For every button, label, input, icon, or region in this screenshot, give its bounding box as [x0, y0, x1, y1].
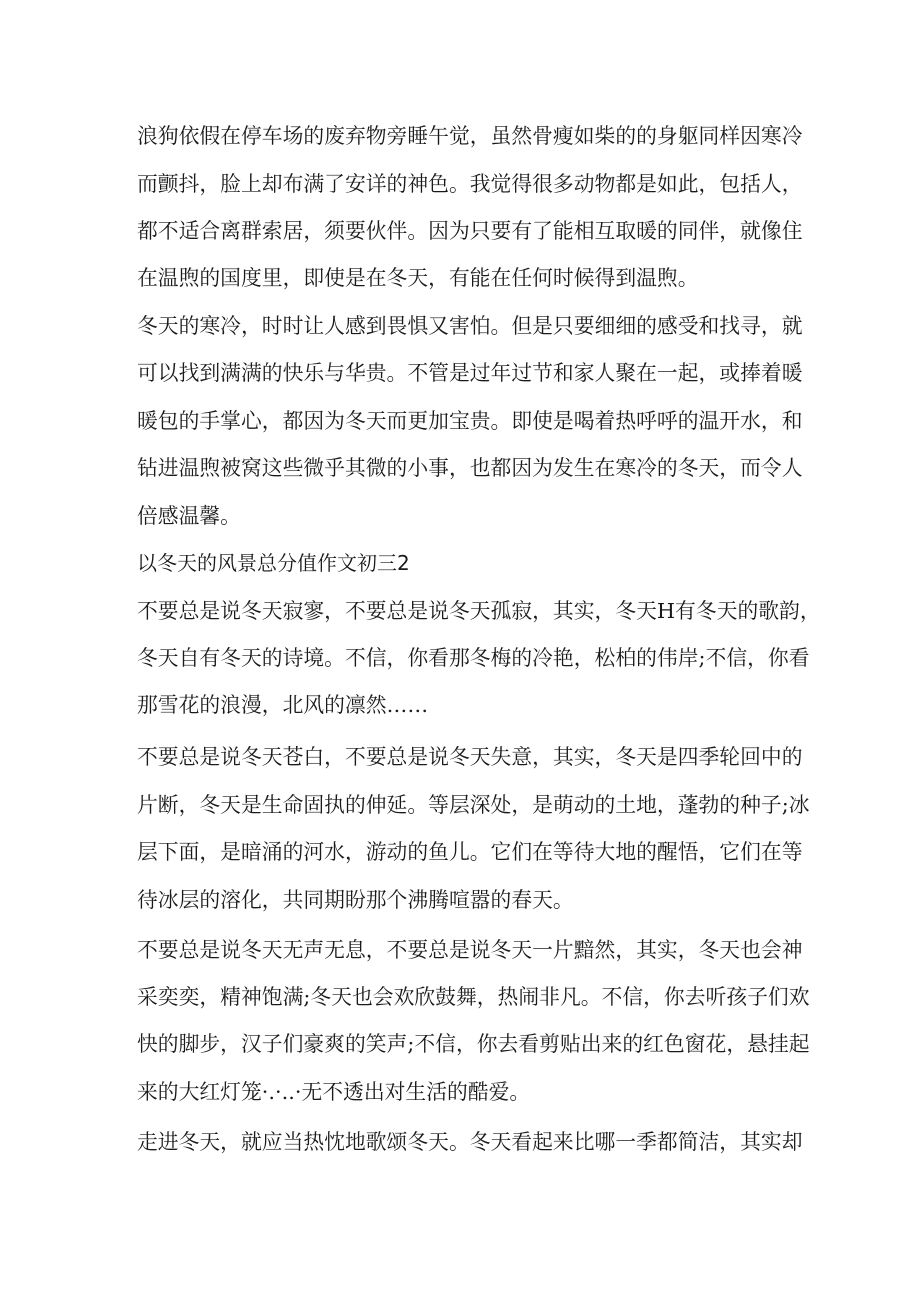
text-line: 待冰层的溶化，共同期盼那个沸腾喧嚣的春天。	[137, 888, 574, 912]
text-line: 走进冬天，就应当热忱地歌颂冬天。冬天看起来比哪一季都简洁，其实却	[137, 1130, 803, 1154]
text-line: 倍感温馨。	[137, 504, 241, 528]
text-line: 不要总是说冬天寂寥，不要总是说冬天孤寂，其实，冬天H有冬天的歌韵，	[137, 599, 821, 623]
section-heading: 以冬天的风景总分值作文初三2	[137, 551, 410, 575]
text-line: 快的脚步，汉子们豪爽的笑声;不信，你去看剪贴出来的红色窗花，悬挂起	[137, 1032, 810, 1056]
text-line: 浪狗依假在停车场的废弃物旁睡午觉，虽然骨瘦如柴的的身躯同样因寒冷	[137, 124, 803, 148]
text-line: 片断，冬天是生命固执的伸延。等层深处，是萌动的土地，蓬勃的种子;冰	[137, 793, 810, 817]
text-line: 都不适合离群索居，须要伙伴。因为只要有了能相互取暖的同伴，就像住	[137, 219, 803, 243]
text-line: 冬天的寒冷，时时让人感到畏惧又害怕。但是只要细细的感受和找寻，就	[137, 314, 803, 338]
text-line: 不要总是说冬天无声无息，不要总是说冬天一片黯然，其实，冬天也会神	[137, 938, 803, 962]
text-line: 采奕奕，精神饱满;冬天也会欢欣鼓舞，热闹非凡。不信，你去听孩子们欢	[137, 985, 810, 1009]
text-line: 可以找到满满的快乐与华贵。不管是过年过节和家人聚在一起，或捧着暖	[137, 361, 803, 385]
text-line: 冬天自有冬天的诗境。不信，你看那冬梅的冷艳，松柏的伟岸;不信，你看	[137, 646, 810, 670]
text-line: 在温煦的国度里，即使是在冬天，有能在任何时候得到温煦。	[137, 266, 699, 290]
text-line: 不要总是说冬天苍白，不要总是说冬天失意，其实，冬天是四季轮回中的	[137, 745, 803, 769]
text-line: 层下面，是暗涌的河水，游动的鱼儿。它们在等待大地的醒悟，它们在等	[137, 840, 803, 864]
text-line: 那雪花的浪漫，北风的凛然……	[137, 693, 429, 717]
text-line: 来的大红灯笼·.·..·无不透出对生活的酷爱。	[137, 1080, 531, 1104]
text-line: 而颤抖，脸上却布满了安详的神色。我觉得很多动物都是如此，包括人，	[137, 172, 803, 196]
text-line: 暖包的手掌心，都因为冬天而更加宝贵。即使是喝着热呼呼的温开水，和	[137, 409, 803, 433]
text-line: 钻进温煦被窝这些微乎其微的小事，也都因为发生在寒冷的冬天，而令人	[137, 456, 803, 480]
